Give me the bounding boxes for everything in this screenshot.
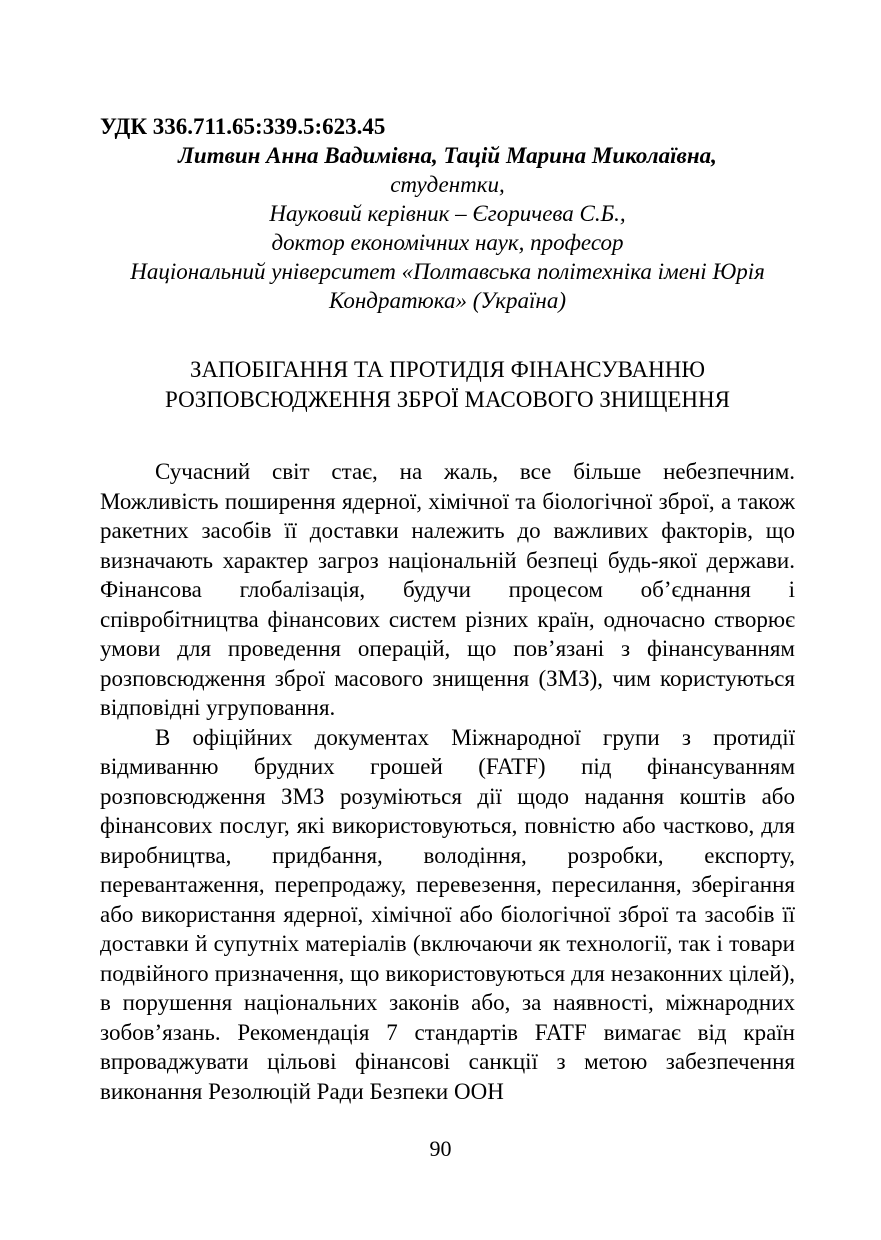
authors-line: Литвин Анна Вадимівна, Тацій Марина Миколаївна,	[178, 143, 717, 168]
advisor-degree-line: доктор економічних наук, професор	[271, 230, 624, 255]
udc-code: УДК 336.711.65:339.5:623.45	[100, 114, 386, 139]
paper-title: ЗАПОБІГАННЯ ТА ПРОТИДІЯ ФІНАНСУВАННЮ РОЗПОВСЮДЖЕННЯ ЗБРОЇ МАСОВОГО ЗНИЩЕННЯ	[165, 357, 730, 412]
authors-role-line: студентки,	[390, 172, 505, 197]
paper-body	[100, 457, 795, 1106]
body-paragraph: Сучасний світ стає, на жаль, все більше небезпечним. Можливість поширення ядерної, хімічної та біологічної зброї, а також ракетних засобів її доставки належить до важливих факторів, що визначають характер загроз національній безпеці будь-якої держави. Фінансова глобалізація, будучи процесом об’єднання і співробітництва фінансових систем різних країн, одночасно створює умови для проведення операцій, що пов’язані з фінансуванням розповсюдження зброї масового знищення (ЗМЗ), чим користуються відповідні угруповання.	[100, 459, 795, 720]
page-number: 90	[429, 1136, 452, 1161]
affiliation-line: Національний університет «Полтавська політехніка імені Юрія Кондратюка» (Україна)	[130, 259, 765, 313]
body-paragraph: В офіційних документах Міжнародної групи з протидії відмиванню брудних грошей (FATF) під фінансуванням розповсюдження ЗМЗ розуміються дії щодо надання коштів або фінансових послуг, які використовуються, повністю або частково, для виробництва, придбання, володіння, розробки, експорту, перевантаження, перепродажу, перевезення, пересилання, зберігання або використання ядерної, хімічної або біологічної зброї та засобів її доставки й супутніх матеріалів (включаючи як технології, так і товари подвійного призначення, що використовуються для незаконних цілей), в порушення національних законів або, за наявності, міжнародних зобов’язань. Рекомендація 7 стандартів FATF вимагає від країн впроваджувати цільові фінансові санкції з метою забезпечення виконання Резолюцій Ради Безпеки ООН	[100, 724, 795, 1104]
advisor-line: Науковий керівник – Єгоричева С.Б.,	[269, 201, 626, 226]
